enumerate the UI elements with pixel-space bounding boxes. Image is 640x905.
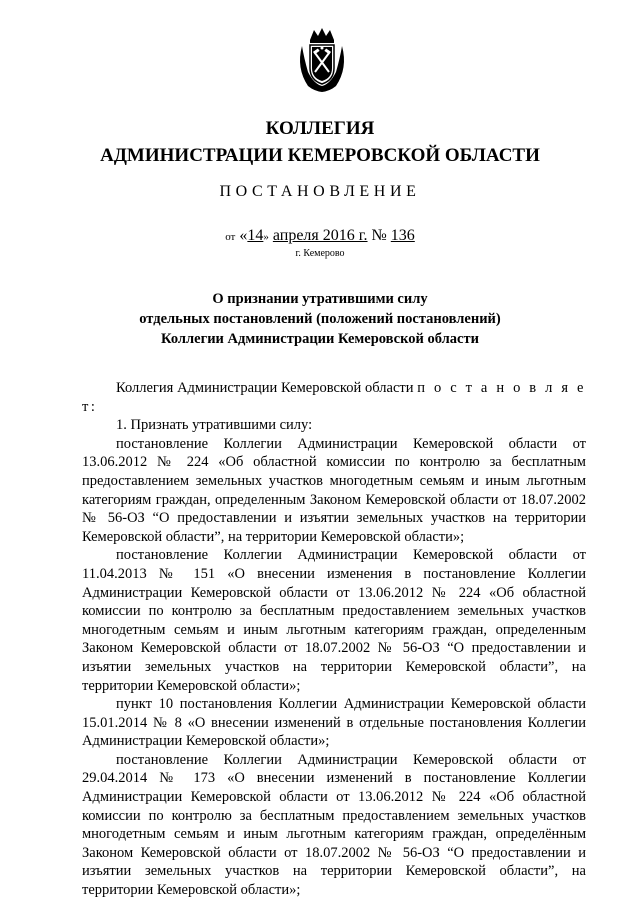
date-number-line <box>0 227 640 245</box>
date-open-quote: « <box>239 227 248 244</box>
item-heading: 1. Признать утратившими силу: <box>116 417 313 434</box>
date-close-quote: » <box>263 231 269 243</box>
document-number: 136 <box>390 227 415 244</box>
body-paragraph: постановление Коллегии Администрации Кемеровской области от 29.04.2014 № 173 «О внесении изменений в постановление Коллегии Администрации Кемеровской области от 13.06.2012 № 224 «Об областной комиссии по контролю за бесплатным предоставлением земельных участков многодетным семьям и иным льготным категориям граждан, определённым Законом Кемеровской области от 18.07.2002 № 56-ОЗ “О предоставлении и изъятии земельных участков на территории Кемеровской области”, на территории Кемеровской области»; <box>82 751 586 899</box>
number-sign: № <box>371 227 387 244</box>
document-subject <box>0 289 640 349</box>
date-month-year: апреля 2016 г. <box>272 227 368 244</box>
organization-title: КОЛЛЕГИЯ <box>265 118 375 139</box>
date-prefix: от <box>225 231 236 243</box>
organization-subtitle: АДМИНИСТРАЦИИ КЕМЕРОВСКОЙ ОБЛАСТИ <box>100 145 540 166</box>
city: г. Кемерово <box>295 248 345 259</box>
body-paragraph: постановление Коллегии Администрации Кемеровской области от 11.04.2013 № 151 «О внесении изменения в постановление Коллегии Администрации Кемеровской области от 13.06.2012 № 224 «Об областной комиссии по контролю за бесплатным предоставлением земельных участков многодетным семьям и иным льготным категориям граждан, определенным Законом Кемеровской области от 18.07.2002 № 56-ОЗ “О предоставлении и изъятии земельных участков на территории Кемеровской области”, на территории Кемеровской области»; <box>82 547 586 694</box>
intro-paragraph <box>82 379 586 416</box>
document-type: ПОСТАНОВЛЕНИЕ <box>219 183 421 200</box>
coat-of-arms-icon <box>296 28 348 94</box>
subject-line: отдельных постановлений (положений постановлений) <box>139 311 501 327</box>
resolves-word: п о с т а н о в л я е т: <box>82 380 587 415</box>
document-body <box>82 379 586 900</box>
intro-lead: Коллегия Администрации Кемеровской области <box>116 380 414 396</box>
date-day: 14 <box>247 227 264 244</box>
body-paragraph: пункт 10 постановления Коллегии Администрации Кемеровской области 15.01.2014 № 8 «О внесении изменений в отдельные постановления Коллегии Администрации Кемеровской области»; <box>82 696 586 750</box>
body-paragraph: постановление Коллегии Администрации Кемеровской области от 13.06.2012 № 224 «Об областной комиссии по контролю за бесплатным предоставлением земельных участков многодетным семьям и иным льготным категориям граждан, определенным Законом Кемеровской области от 18.07.2002 № 56-ОЗ “О предоставлении и изъятии земельных участков на территории Кемеровской области”, на территории Кемеровской области»; <box>82 435 586 545</box>
subject-line: Коллегии Администрации Кемеровской области <box>161 331 479 347</box>
subject-line: О признании утратившими силу <box>212 291 428 307</box>
